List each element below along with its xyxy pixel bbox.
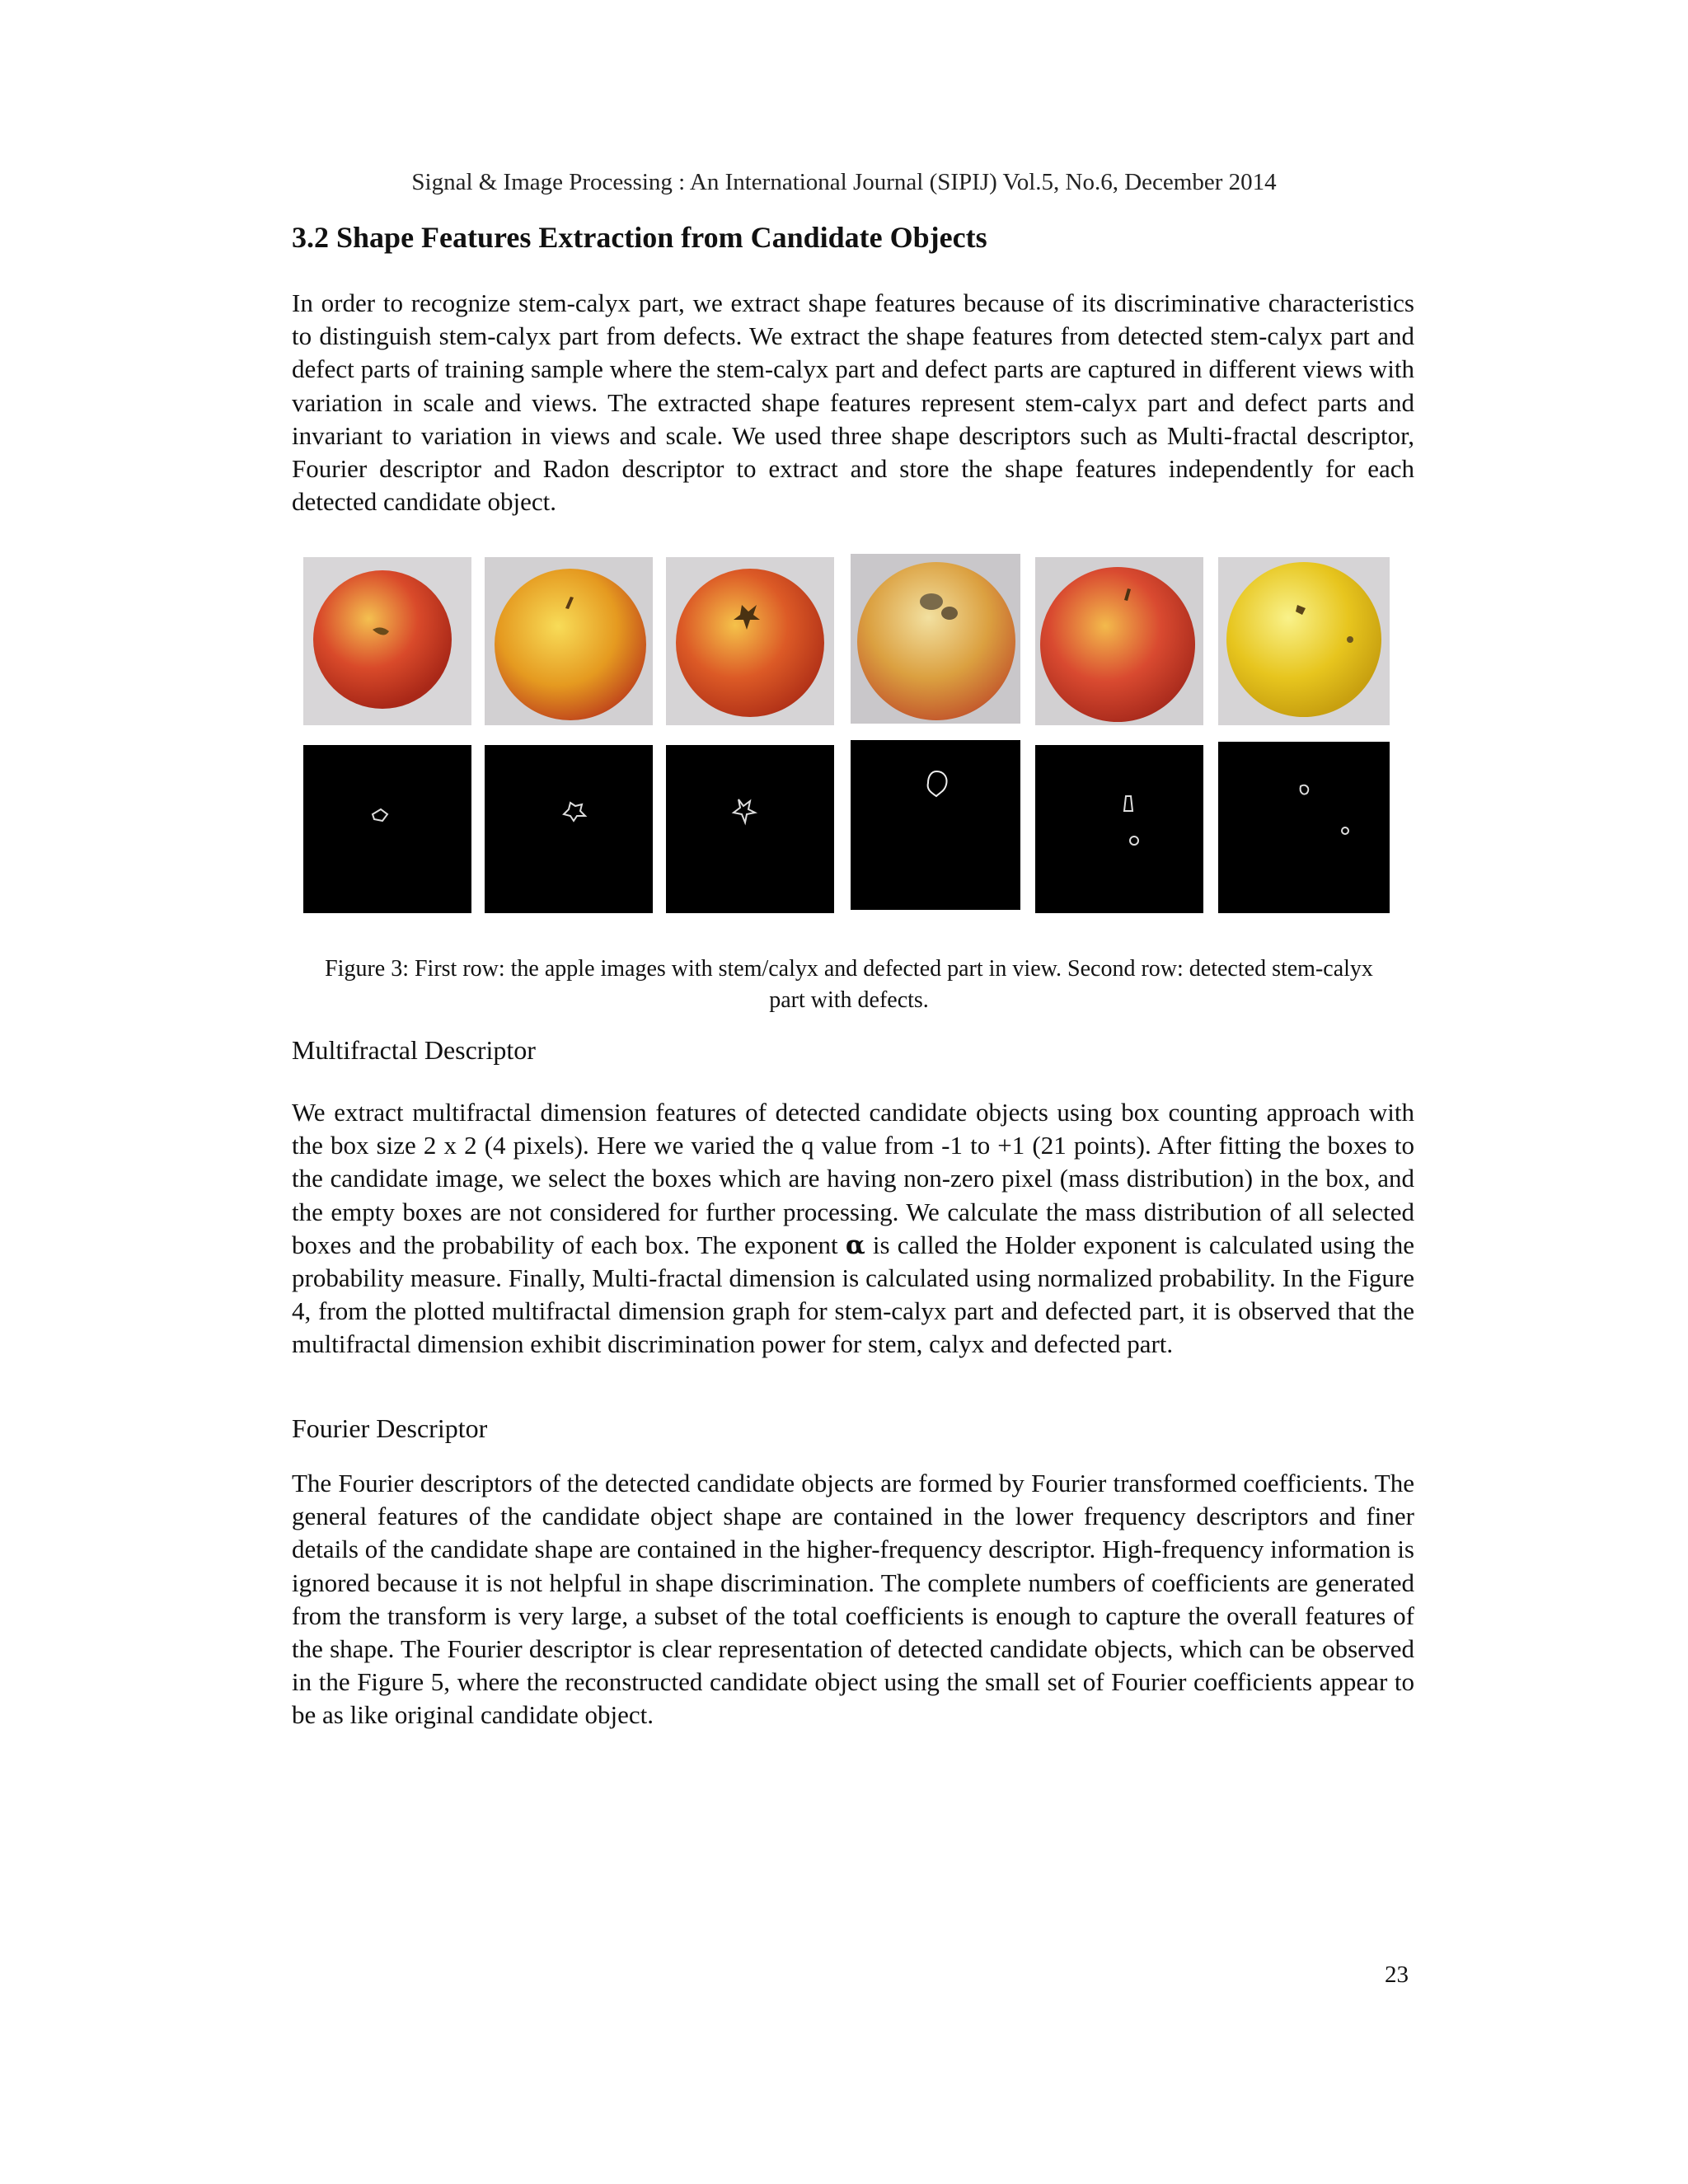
apple-photo-4 [851,554,1020,724]
detected-part-3 [666,745,834,913]
subhead-fourier: Fourier Descriptor [292,1413,488,1443]
detected-part-4 [851,740,1020,910]
alpha-symbol: α [845,1230,865,1260]
page-number: 23 [1385,1961,1409,1988]
multifractal-text-a: We extract multifractal dimension features of detected candidate objects using box counting approach with the box size 2 x 2 (4 pixels). Here we varied the q value from -1 to +1 (21 points). After fitting the boxes to the candidate image, we select the boxes which are having non-zero pixel (mass distribution) in the box, and the empty boxes are not considered for further processing. We calculate the mass distribution of all selected boxes and the probability of each box. The exponent [292,1098,1414,1259]
subhead-multifractal: Multifractal Descriptor [292,1035,536,1065]
running-header: Signal & Image Processing : An International Journal (SIPIJ) Vol.5, No.6, December 2014 [411,169,1277,195]
apple-photo-5 [1035,557,1203,725]
intro-paragraph: In order to recognize stem-calyx part, we extract shape features because of its discriminative characteristics to distinguish stem-calyx part from defects. We extract the shape features from detected stem-calyx part and defect parts of training sample where the stem-calyx part and defect parts are captured in different views with variation in scale and views. The extracted shape features represent stem-calyx part and defect parts and invariant to variation in views and scale. We used three shape descriptors such as Multi-fractal descriptor, Fourier descriptor and Radon descriptor to extract and store the shape features independently for each detected candidate object. [292,288,1414,517]
multifractal-text-b: is called the Holder exponent is calculated using the probability measure. Finally, Multi-fractal dimension is calculated using normalized probability. In the Figure 4, from the plotted multifractal dimension graph for stem-calyx part and defected part, it is observed that the multifractal dimension exhibit discrimination power for stem, calyx and defected part. [292,1230,1414,1359]
figure-3 [303,554,1391,916]
apple-photo-1 [303,557,471,725]
apple-photo-2 [485,557,653,725]
fourier-paragraph: The Fourier descriptors of the detected candidate objects are formed by Fourier transformed coefficients. The general features of the candidate object shape are contained in the lower frequency descriptors and finer details of the candidate shape are contained in the higher-frequency descriptor. High-frequency information is ignored because it is not helpful in shape discrimination. The complete numbers of coefficients are generated from the transform is very large, a subset of the total coefficients is enough to capture the overall features of the shape. The Fourier descriptor is clear representation of detected candidate objects, which can be observed in the Figure 5, where the reconstructed candidate object using the small set of Fourier coefficients appear to be as like original candidate object. [292,1469,1414,1730]
detected-part-1 [303,745,471,913]
detected-part-6 [1218,742,1390,913]
apple-photo-6 [1218,557,1390,725]
detected-part-5 [1035,745,1203,913]
apple-photo-3 [666,557,834,725]
figure-caption: Figure 3: First row: the apple images with stem/calyx and defected part in view. Second row: detected stem-calyx part with defects. [325,956,1373,1013]
section-title: 3.2 Shape Features Extraction from Candidate Objects [292,221,987,254]
multifractal-paragraph [292,1096,1414,1361]
detected-part-2 [485,745,653,913]
